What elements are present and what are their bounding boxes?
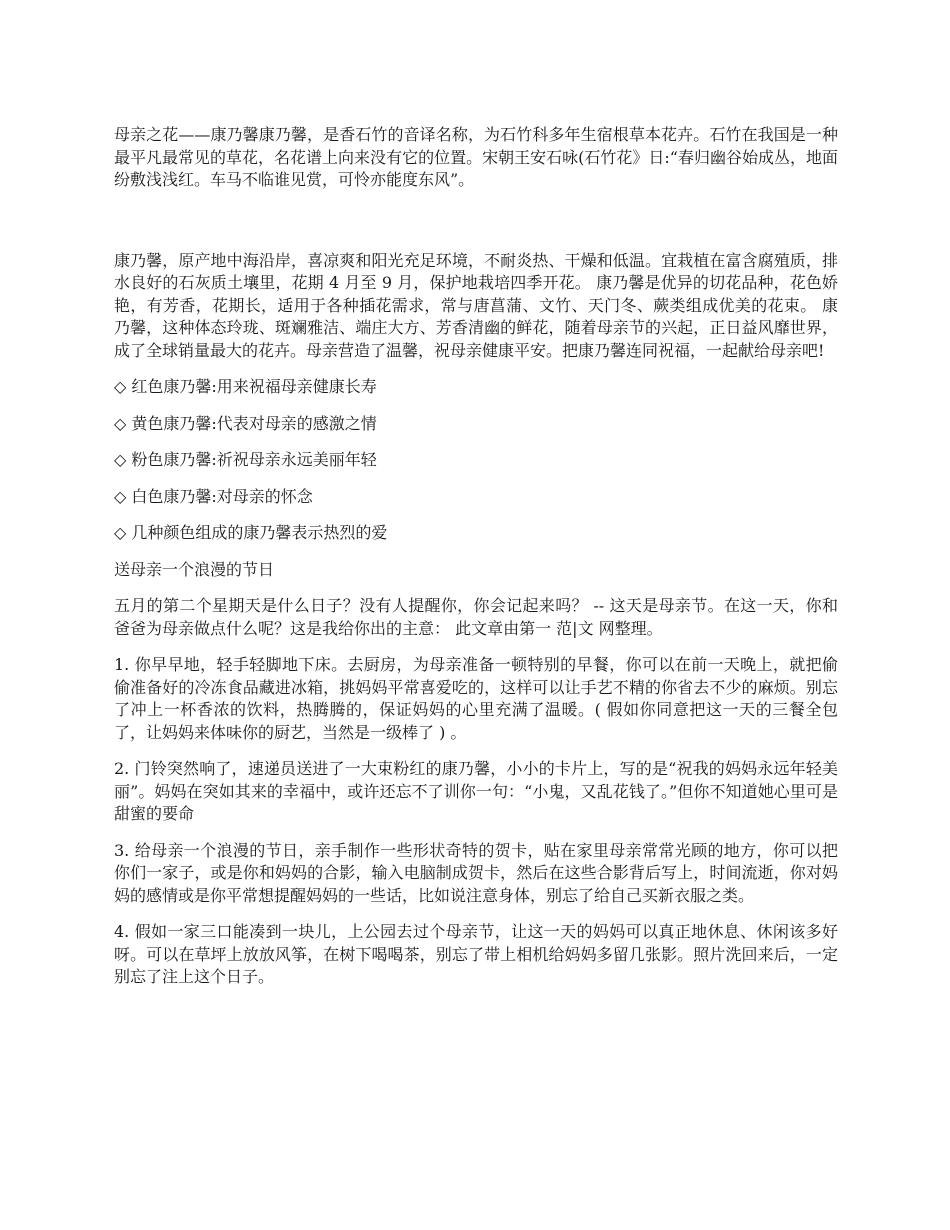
- tip-item-4: 4. 假如一家三口能凑到一块儿，上公园去过个母亲节，让这一天的妈妈可以真正地休息、休闲该多好呀。可以在草坪上放放风筝，在树下喝喝茶，别忘了带上相机给妈妈多留几张影。照片洗回来后，一定别忘了注上这个日子。: [114, 922, 838, 986]
- tip-item-2: 2. 门铃突然响了，速递员送进了一大束粉红的康乃馨，小小的卡片上，写的是“祝我的妈妈永远年轻美丽”。妈妈在突如其来的幸福中，或许还忘不了训你一句：“小鬼，又乱花钱了。”但你不知道她心里可是甜蜜的要命: [114, 759, 838, 823]
- meaning-item-yellow: ◇ 黄色康乃馨:代表对母亲的感激之情: [114, 413, 377, 433]
- meaning-item-red: ◇ 红色康乃馨:用来祝福母亲健康长寿: [114, 377, 377, 396]
- tip-item-1: 1. 你早早地，轻手轻脚地下床。去厨房，为母亲准备一顿特别的早餐，你可以在前一天晚上，就把偷偷准备好的冷冻食品藏进冰箱，挑妈妈平常喜爱吃的，这样可以让手艺不精的你省去不少的麻烦。别忘了冲上一杯香浓的饮料，热腾腾的，保证妈妈的心里充满了温暖。( 假如你同意把这一天的三餐全包了，让妈妈来体味你的厨艺，当然是一级棒了 ) 。: [114, 655, 838, 742]
- intro-paragraph: 母亲之花——康乃馨康乃馨，是香石竹的音译名称，为石竹科多年生宿根草本花卉。石竹在我国是一种最平凡最常见的草花，名花谱上向来没有它的位置。宋朝王安石咏(石竹花》日:“春归幽谷始成丛，地面纷敷浅浅红。车马不临谁见赏，可怜亦能度东风”。: [114, 125, 838, 189]
- tip-item-3: 3. 给母亲一个浪漫的节日，亲手制作一些形状奇特的贺卡，贴在家里母亲常常光顾的地方，你可以把你们一家子，或是你和妈妈的合影，输入电脑制成贺卡，然后在这些合影背后写上，时间流逝，你对妈妈的感情或是你平常想提醒妈妈的一些话，比如说注意身体，别忘了给自己买新衣服之类。: [114, 840, 838, 905]
- meaning-item-pink: ◇ 粉色康乃馨:祈祝母亲永远美丽年轻: [114, 450, 377, 469]
- description-paragraph: 康乃馨，原产地中海沿岸，喜凉爽和阳光充足环境，不耐炎热、干燥和低温。宜栽植在富含腐殖质，排水良好的石灰质土壤里，花期 4 月至 9 月，保护地栽培四季开花。 康乃馨是优异的切花品种，花色娇艳，有芳香，花期长，适用于各种插花需求，常与唐菖蒲、文竹、天门冬、蕨类组成优美的花束。 康乃馨，这种体态玲珑、斑斓雅洁、端庄大方、芳香清幽的鲜花，随着母亲节的兴起，正日益风靡世界，成了全球销量最大的花卉。母亲营造了温馨，祝母亲健康平安。把康乃馨连同祝福，一起献给母亲吧!: [114, 250, 838, 360]
- section-intro-paragraph: 五月的第二个星期天是什么日子？没有人提醒你，你会记起来吗？ -- 这天是母亲节。在这一天，你和爸爸为母亲做点什么呢？这是我给你出的主意： 此文章由第一 范|文 网整理。: [114, 596, 838, 638]
- meaning-item-mixed: ◇ 几种颜色组成的康乃馨表示热烈的爱: [114, 523, 388, 542]
- meaning-item-white: ◇ 白色康乃馨:对母亲的怀念: [114, 486, 313, 506]
- section-title: 送母亲一个浪漫的节日: [114, 559, 275, 579]
